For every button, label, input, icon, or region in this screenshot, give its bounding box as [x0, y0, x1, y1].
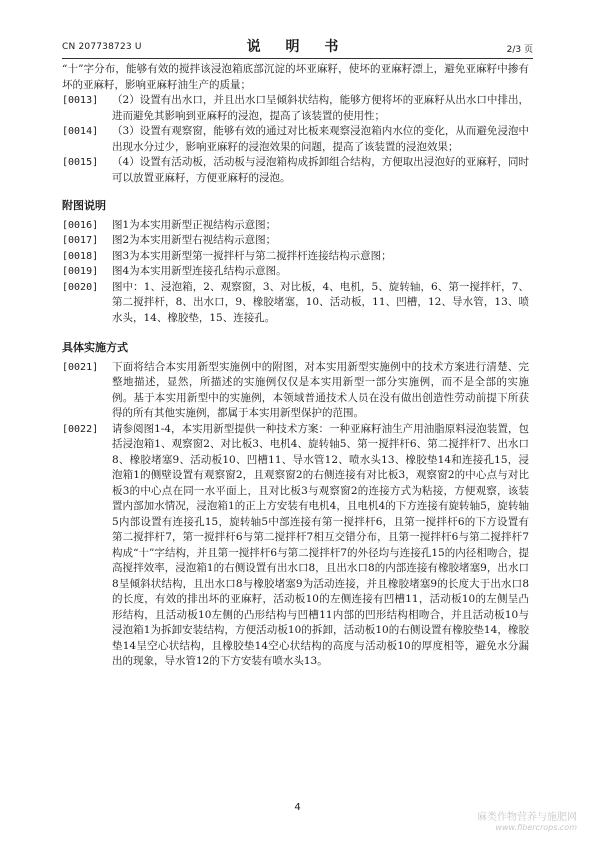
document-body [62, 62, 529, 670]
watermark-name: 麻类作物营养与施肥网 [477, 812, 577, 823]
paragraph-number: [0013] [62, 95, 99, 106]
paragraph-0021 [62, 360, 529, 422]
section-heading-embodiments: 具体实施方式 [62, 341, 128, 354]
paragraph-text: 请参阅图1-4，本实用新型提供一种技术方案：一种亚麻籽油生产用油脂原料浸泡装置，包括浸泡箱1、观察窗2、对比板3、电机4、旋转轴5、第一搅拌杆6、第二搅拌杆7、出水口8、橡胶堵塞9、活动板10、凹槽11、导水管12、喷水头13、橡胶垫14和连接孔15，浸泡箱1的侧壁设置有观察窗2，且观察窗2的右侧连接有对比板3，观察窗2的中心点与对比板3的中心点在同一水平面上，且对比板3与观察窗2的连接方式为粘接，方便观察，该装置内部加水情况，浸泡箱1的正上方安装有电机4，且电机4的下方连接有旋转轴5，旋转轴5内部设置有连接孔15，旋转轴5中部连接有第一搅拌杆6，且第一搅拌杆6的下方设置有第二搅拌杆7，第一搅拌杆6与第二搅拌杆7相互交错分布，且第一搅拌杆6与第二搅拌杆7构成“十”字结构，并且第一搅拌杆6与第二搅拌杆7的外径均与连接孔15的内径相吻合，提高搅拌效率，浸泡箱1的右侧设置有出水口8，且出水口8的内部连接有橡胶堵塞9，出水口8呈倾斜状结构，且出水口8与橡胶堵塞9为活动连接，并且橡胶堵塞9的长度大于出水口8的长度，有效的排出坏的亚麻籽，活动板10的左侧连接有凹槽11，活动板10的左侧呈凸形结构，且活动板10左侧的凸形结构与凹槽11内部的凹形结构相吻合，并且活动板10与浸泡箱1为拆卸安装结构，方便活动板10的拆卸，活动板10的右侧设置有橡胶垫14，橡胶垫14呈空心状结构，且橡胶垫14空心状结构的高度与活动板10的厚度相等，避免水分漏出的现象，导水管12的下方安装有喷水头13。 [112, 422, 529, 667]
continued-paragraph: “十”字分布，能够有效的搅拌该浸泡箱底部沉淀的坏亚麻籽，使坏的亚麻籽漂上，避免亚麻籽中掺有坏的亚麻籽，影响亚麻籽油生产的质量； [62, 63, 529, 91]
paragraph-text: 图中：1、浸泡箱，2、观察窗，3、对比板，4、电机，5、旋转轴，6、第一搅拌杆，7、第二搅拌杆，8、出水口，9、橡胶堵塞，10、活动板，11、凹槽，12、导水管，13、喷水头，14、橡胶垫，15、连接孔。 [112, 280, 529, 324]
patent-number: CN 207738723 U [62, 42, 142, 52]
paragraph-0017 [62, 233, 529, 249]
paragraph-0014 [62, 124, 529, 155]
page-header [62, 36, 533, 54]
paragraph-number: [0020] [62, 281, 99, 293]
paragraph-0016 [62, 218, 529, 234]
paragraph-number: [0014] [62, 126, 99, 137]
paragraph-0018 [62, 249, 529, 265]
paragraph-0019 [62, 264, 529, 280]
paragraph-0020 [62, 280, 529, 327]
paragraph-number: [0017] [62, 235, 99, 246]
watermark-url: www.fibercrops.com [495, 823, 577, 832]
paragraph-text: （3）设置有观察窗，能够有效的通过对比板来观察浸泡箱内水位的变化，从而避免浸泡中出现水分过少，影响亚麻籽的浸泡效果的问题，提高了该装置的浸泡效果； [112, 125, 529, 153]
header-divider [62, 58, 533, 59]
paragraph-0013 [62, 93, 529, 124]
paragraph-number: [0022] [62, 423, 99, 435]
page-number: 4 [294, 802, 301, 813]
paragraph-text: 图4为本实用新型连接孔结构示意图。 [112, 265, 287, 277]
site-watermark [427, 808, 577, 832]
paragraph-text: 图3为本实用新型第一搅拌杆与第二搅拌杆连接结构示意图； [112, 249, 392, 262]
paragraph-text: 图2为本实用新型右视结构示意图； [112, 234, 277, 246]
paragraph-number: [0019] [62, 266, 99, 277]
paragraph-number: [0015] [62, 157, 99, 168]
document-title: 说 明 书 [246, 39, 349, 55]
section-heading-figures: 附图说明 [62, 199, 106, 212]
paragraph-0022 [62, 422, 529, 670]
page-indicator: 2/3 页 [506, 45, 533, 55]
paragraph-text: （2）设置有出水口，并且出水口呈倾斜状结构，能够方便将坏的亚麻籽从出水口中排出，进而避免其影响到亚麻籽的浸泡，提高了该装置的使用性； [112, 94, 529, 122]
paragraph-0015 [62, 155, 529, 186]
paragraph-text: 下面将结合本实用新型实施例中的附图，对本实用新型实施例中的技术方案进行清楚、完整地描述，显然，所描述的实施例仅仅是本实用新型一部分实施例，而不是全部的实施例。基于本实用新型中的实施例，本领域普通技术人员在没有做出创造性劳动前提下所获得的所有其他实施例，都属于本实用新型保护的范围。 [112, 360, 529, 419]
paragraph-text: 图1为本实用新型正视结构示意图； [112, 218, 277, 231]
paragraph-number: [0016] [62, 219, 99, 231]
paragraph-number: [0021] [62, 361, 99, 373]
paragraph-text: （4）设置有活动板，活动板与浸泡箱构成拆卸组合结构，方便取出浸泡好的亚麻籽，同时可以放置亚麻籽，方便亚麻籽的浸泡。 [112, 156, 529, 184]
paragraph-number: [0018] [62, 250, 99, 262]
